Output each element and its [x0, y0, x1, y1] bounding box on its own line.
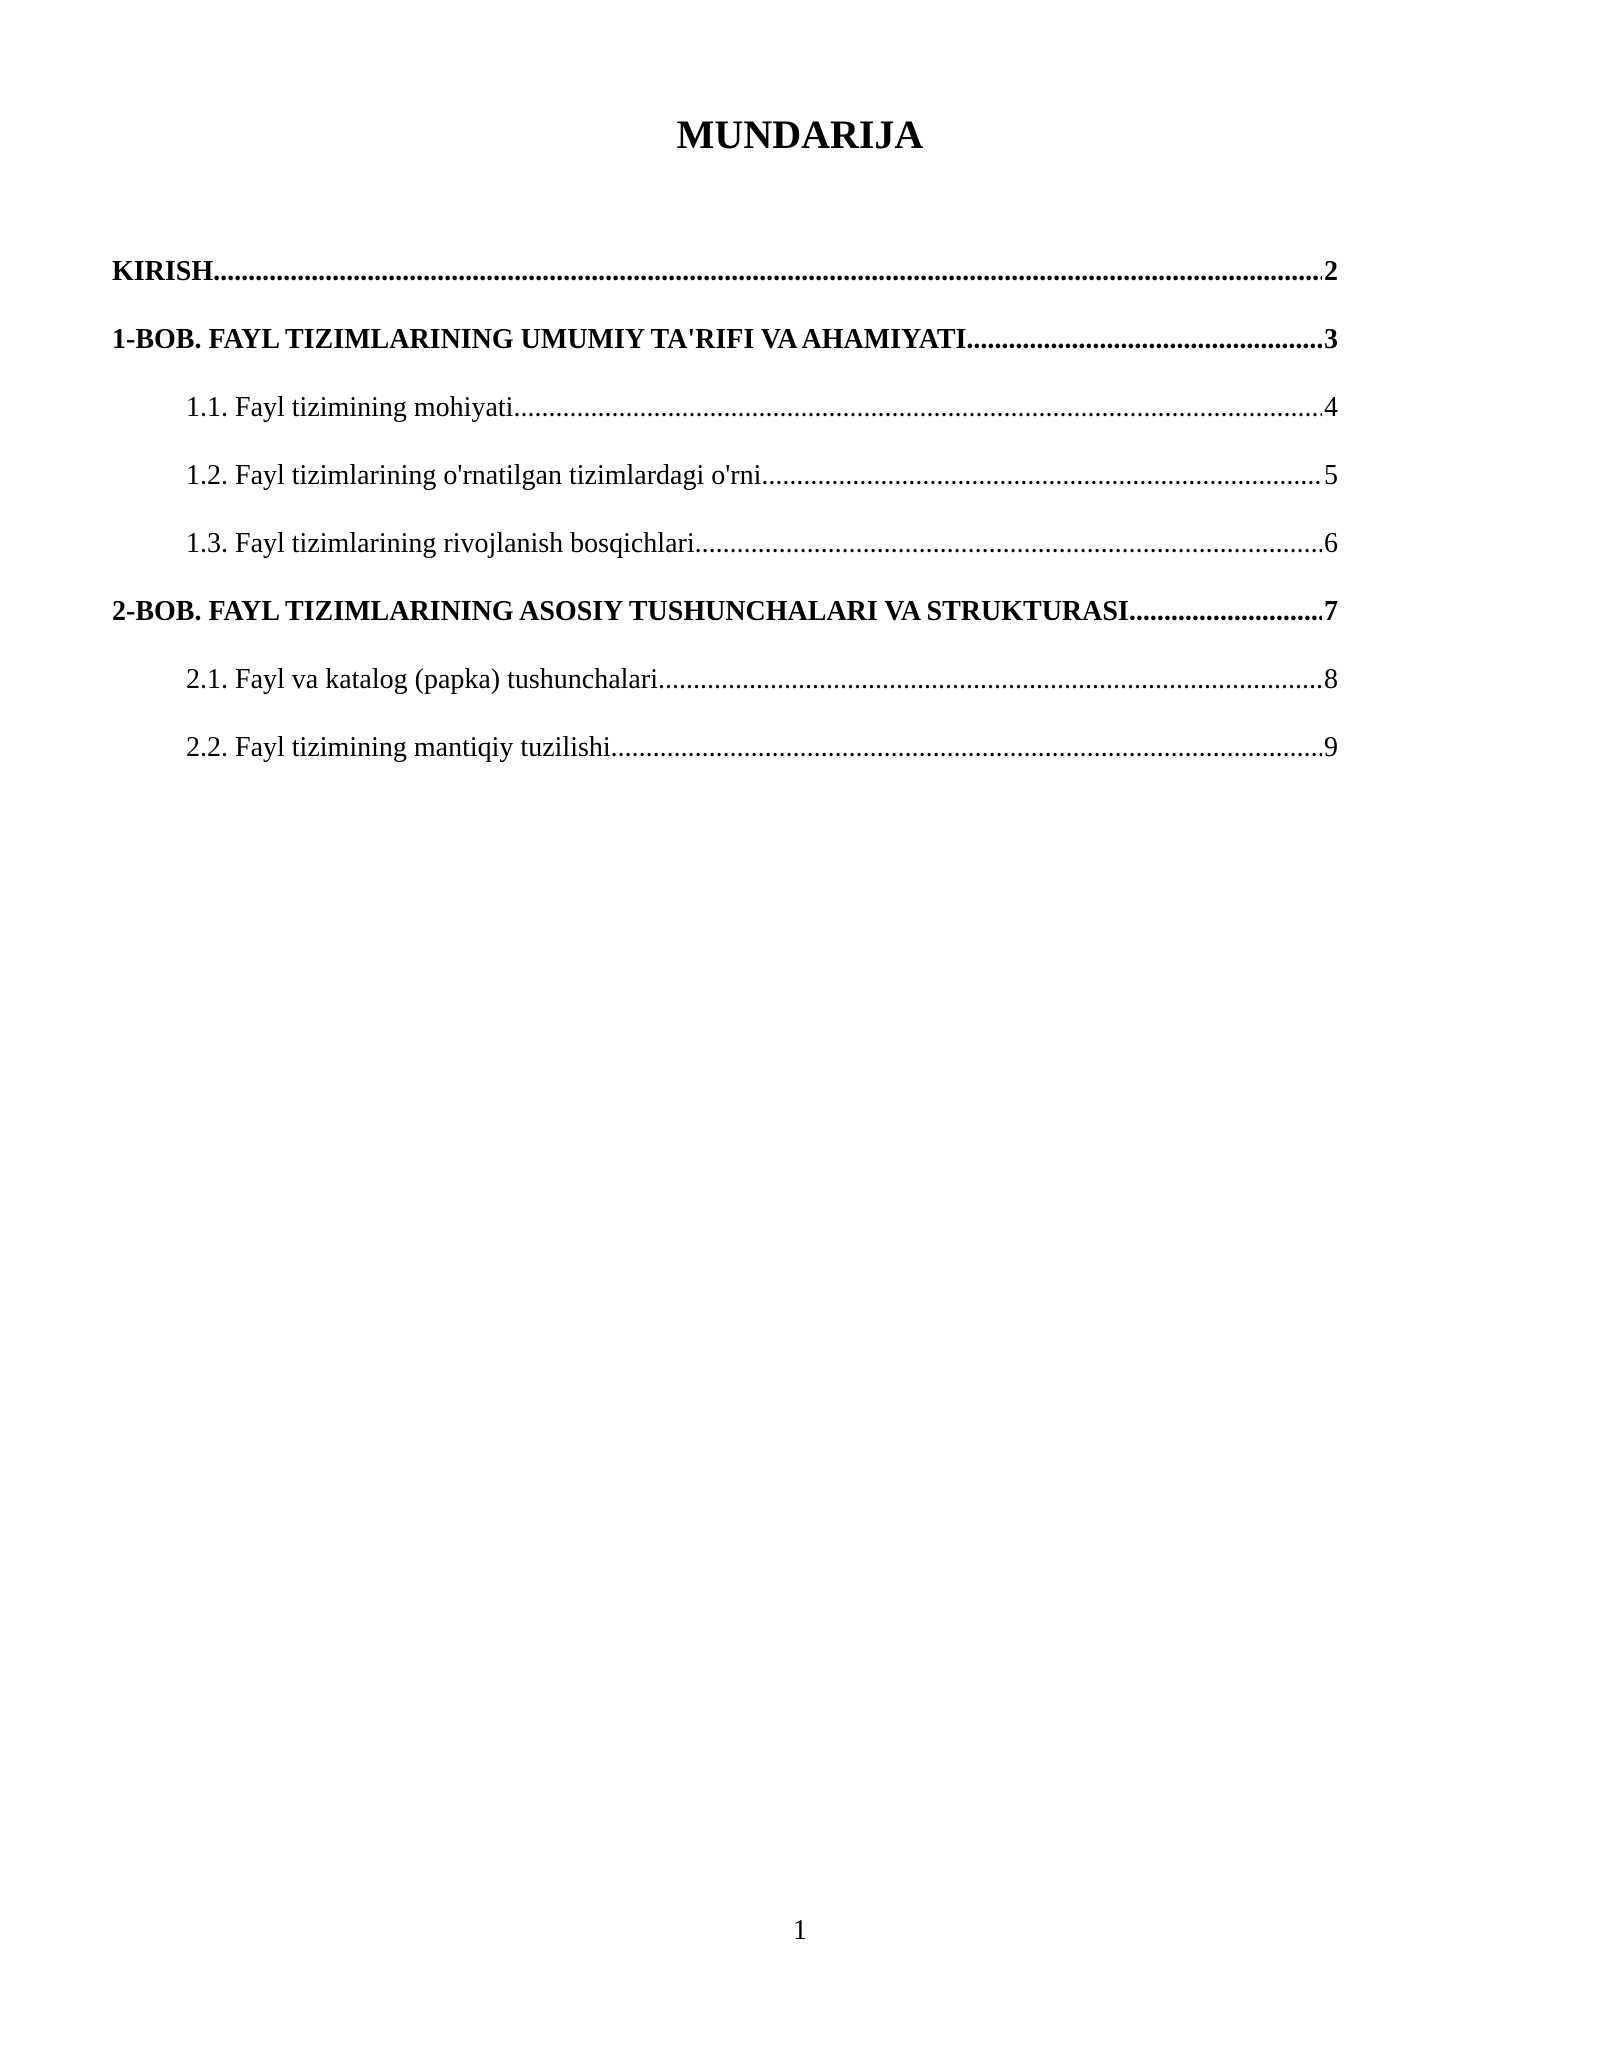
toc-entry-section-1-3[interactable] [112, 522, 1338, 590]
toc-entry-text: 1.1. Fayl tizimining mohiyati [186, 392, 514, 423]
toc-entry-text: 1.3. Fayl tizimlarining rivojlanish bosqichlari [186, 528, 695, 559]
toc-page-number: 8 [1324, 664, 1338, 695]
toc-entry-text: 1-BOB. FAYL TIZIMLARINING UMUMIY TA'RIFI VA AHAMIYATI [112, 324, 967, 355]
toc-page-number: 9 [1324, 732, 1338, 763]
toc-page-number: 2 [1324, 256, 1338, 287]
toc-dot-leader [1129, 590, 1322, 634]
toc-page-number: 7 [1324, 596, 1338, 627]
toc-dot-leader [695, 522, 1322, 566]
toc-entry-text: 2.2. Fayl tizimining mantiqiy tuzilishi [186, 732, 611, 763]
page-title: MUNDARIJA [676, 112, 924, 157]
toc-entry-text: 1.2. Fayl tizimlarining o'rnatilgan tizimlardagi o'rni [186, 460, 762, 491]
toc-dot-leader [966, 318, 1322, 362]
toc-page-number: 3 [1324, 324, 1338, 355]
page-number: 1 [793, 1915, 807, 1946]
toc-entry-chapter-2[interactable] [112, 590, 1338, 658]
toc-entry-introduction[interactable] [112, 250, 1338, 318]
toc-dot-leader [761, 454, 1322, 498]
toc-entry-section-1-2[interactable] [112, 454, 1338, 522]
toc-dot-leader [611, 726, 1322, 770]
toc-page-number: 6 [1324, 528, 1338, 559]
toc-page-number: 5 [1324, 460, 1338, 491]
toc-entry-text: 2-BOB. FAYL TIZIMLARINING ASOSIY TUSHUNCHALARI VA STRUKTURASI [112, 596, 1129, 627]
toc-page-number: 4 [1324, 392, 1338, 423]
toc-entry-section-1-1[interactable] [112, 386, 1338, 454]
toc-dot-leader [213, 250, 1322, 294]
toc-entry-text: KIRISH [112, 256, 214, 287]
toc-entry-chapter-1[interactable] [112, 318, 1338, 386]
toc-dot-leader [658, 658, 1322, 702]
table-of-contents [112, 250, 1338, 794]
toc-entry-section-2-2[interactable] [112, 726, 1338, 794]
toc-entry-text: 2.1. Fayl va katalog (papka) tushunchalari [186, 664, 658, 695]
toc-entry-section-2-1[interactable] [112, 658, 1338, 726]
toc-dot-leader [513, 386, 1322, 430]
